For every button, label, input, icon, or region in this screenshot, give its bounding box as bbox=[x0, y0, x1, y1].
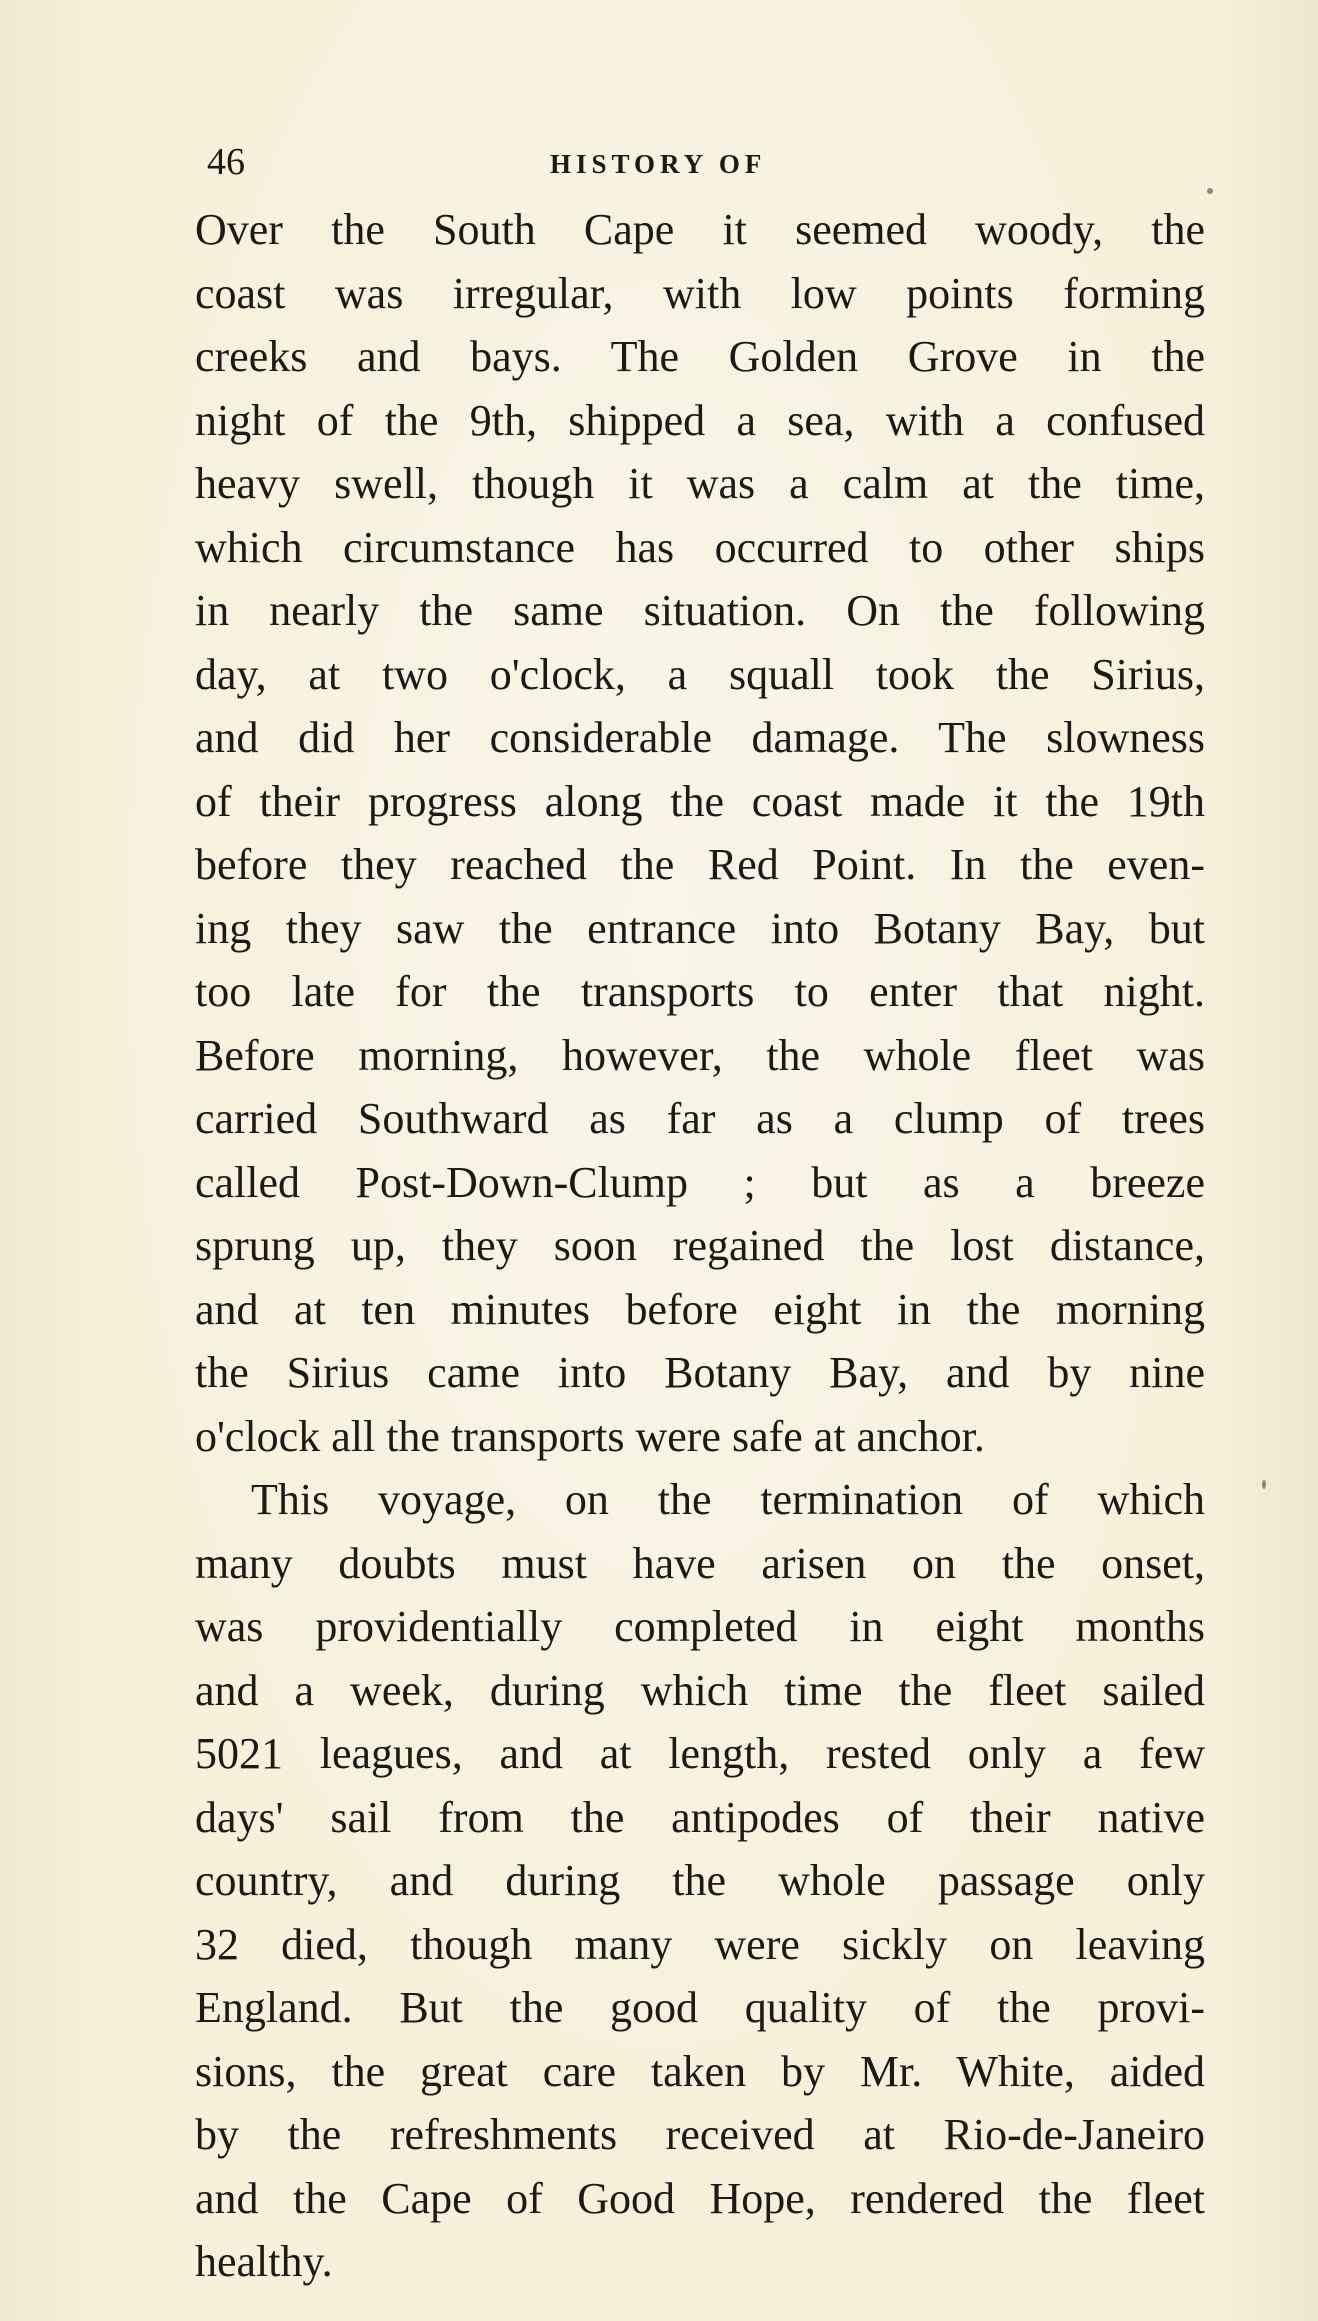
text-line: This voyage, on the termination of which bbox=[251, 1475, 1205, 1524]
text-line: country, and during the whole passage only bbox=[195, 1856, 1205, 1905]
text-line: day, at two o'clock, a squall took the Sirius, bbox=[195, 649, 1205, 699]
text-line: creeks and bays. The Golden Grove in the bbox=[195, 332, 1205, 381]
text-line: days' sail from the antipodes of their native bbox=[195, 1792, 1205, 1842]
body-text bbox=[195, 198, 1205, 2294]
text-line: was providentially completed in eight months bbox=[195, 1602, 1205, 1651]
text-line: sprung up, they soon regained the lost distance, bbox=[195, 1221, 1205, 1270]
text-line: heavy swell, though it was a calm at the time, bbox=[195, 459, 1205, 508]
page-number: 46 bbox=[207, 141, 245, 183]
text-line: 32 died, though many were sickly on leaving bbox=[195, 1919, 1205, 1969]
text-line: sions, the great care taken by Mr. White, aided bbox=[195, 2046, 1205, 2096]
text-line: o'clock all the transports were safe at anchor. bbox=[195, 1411, 985, 1461]
text-line: and at ten minutes before eight in the morning bbox=[195, 1284, 1205, 1334]
text-line: many doubts must have arisen on the onset, bbox=[195, 1538, 1205, 1588]
text-line: ing they saw the entrance into Botany Bay, but bbox=[195, 903, 1205, 953]
text-line: before they reached the Red Point. In the even- bbox=[195, 840, 1205, 889]
text-line: and the Cape of Good Hope, rendered the fleet bbox=[195, 2173, 1205, 2223]
ink-speck bbox=[1207, 188, 1213, 194]
running-head: HISTORY OF bbox=[550, 149, 767, 179]
text-line: too late for the transports to enter that night. bbox=[195, 967, 1205, 1016]
text-line: in nearly the same situation. On the following bbox=[195, 586, 1205, 635]
text-line: healthy. bbox=[195, 2237, 333, 2286]
ink-speck bbox=[1262, 1480, 1266, 1489]
text-line: of their progress along the coast made it the 19th bbox=[195, 776, 1205, 826]
text-line: carried Southward as far as a clump of trees bbox=[195, 1094, 1205, 1143]
text-line: England. But the good quality of the provi- bbox=[195, 1983, 1205, 2032]
text-line: 5021 leagues, and at length, rested only a few bbox=[195, 1729, 1205, 1778]
text-line: called Post-Down-Clump ; but as a breeze bbox=[195, 1157, 1205, 1207]
text-line: and a week, during which time the fleet sailed bbox=[195, 1665, 1205, 1715]
text-line: and did her considerable damage. The slowness bbox=[195, 713, 1205, 762]
text-line: night of the 9th, shipped a sea, with a confused bbox=[195, 395, 1205, 445]
text-line: the Sirius came into Botany Bay, and by nine bbox=[195, 1348, 1205, 1397]
page-header bbox=[195, 138, 1205, 186]
text-line: Over the South Cape it seemed woody, the bbox=[195, 205, 1205, 254]
text-line: Before morning, however, the whole fleet was bbox=[195, 1030, 1205, 1080]
text-line: coast was irregular, with low points forming bbox=[195, 268, 1205, 318]
text-line: which circumstance has occurred to other ships bbox=[195, 522, 1205, 572]
text-line: by the refreshments received at Rio-de-Janeiro bbox=[195, 2110, 1205, 2159]
